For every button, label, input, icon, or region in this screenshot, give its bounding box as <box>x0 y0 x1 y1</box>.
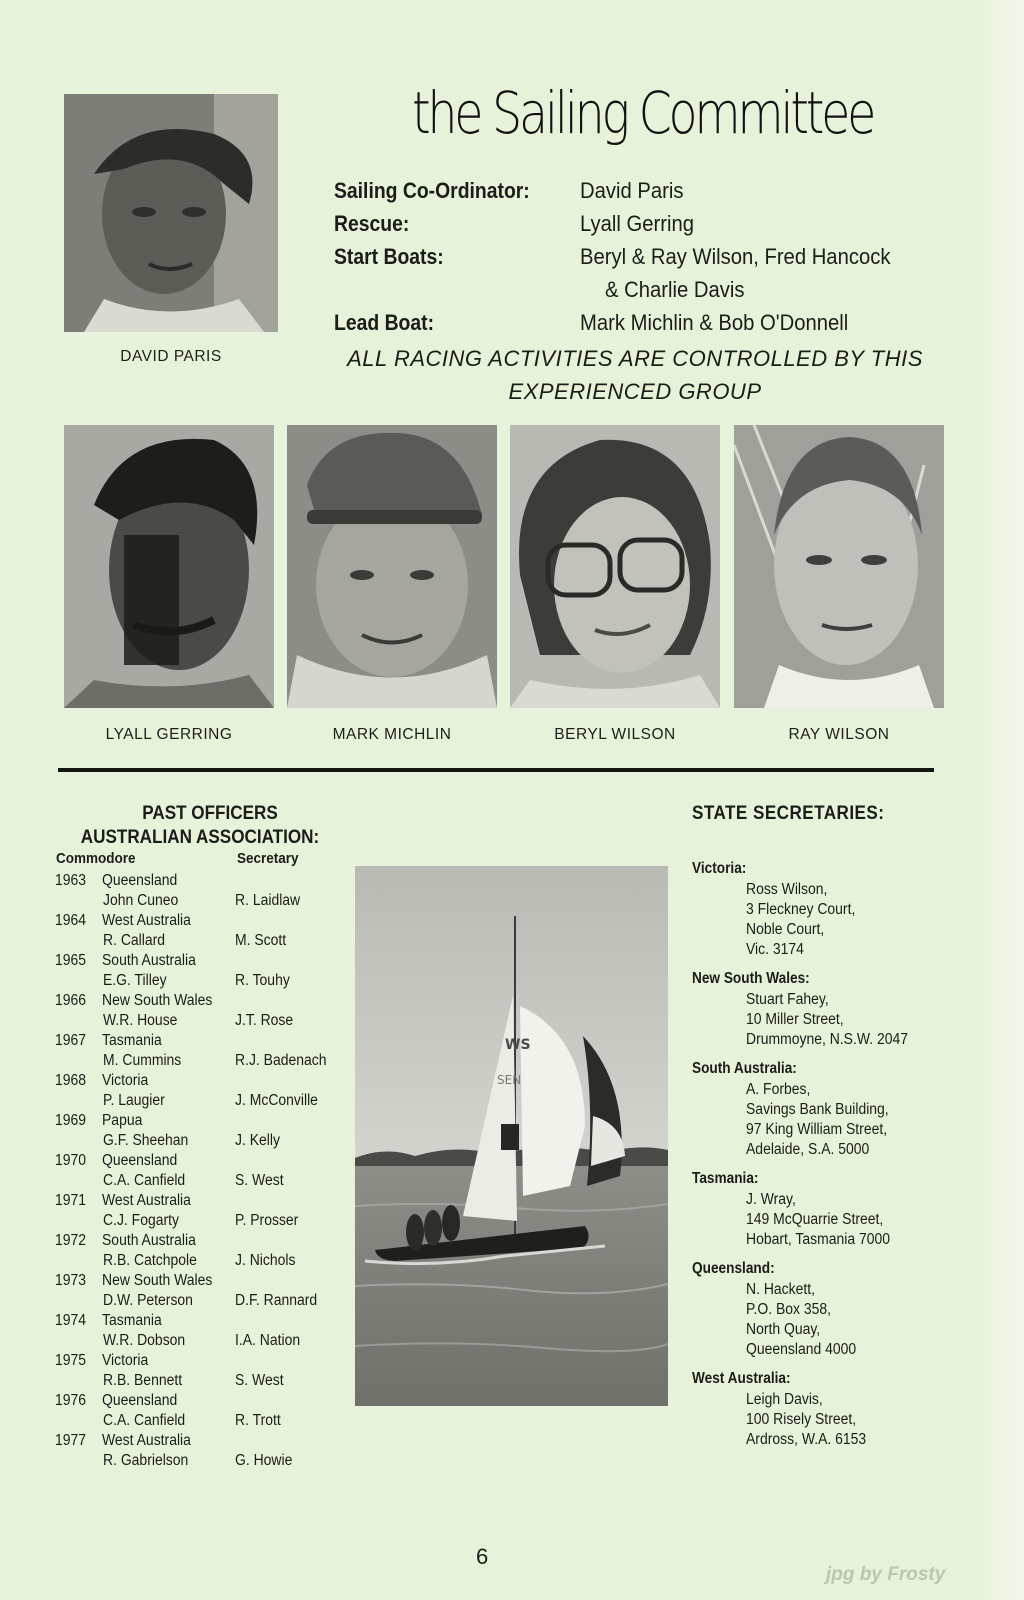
po-secretary: G. Howie <box>235 1452 293 1469</box>
po-commodore: R. Callard <box>103 932 166 949</box>
sail-marking-sen: SEN <box>497 1073 522 1087</box>
past-officers-subheading: AUSTRALIAN ASSOCIATION: <box>80 827 320 848</box>
ss-line: A. Forbes, <box>746 1081 811 1098</box>
po-commodore: M. Cummins <box>103 1052 182 1069</box>
po-year: 1963 <box>55 872 87 889</box>
ss-line: Leigh Davis, <box>746 1391 823 1408</box>
past-officer-entry <box>47 1272 347 1312</box>
po-year: 1964 <box>55 912 87 929</box>
po-secretary: S. West <box>235 1172 284 1189</box>
po-commodore: C.A. Canfield <box>103 1412 186 1429</box>
past-officer-entry <box>47 1232 347 1272</box>
po-commodore: D.W. Peterson <box>103 1292 193 1309</box>
po-commodore: W.R. House <box>103 1012 178 1029</box>
role-names: Mark Michlin & Bob O'Donnell <box>580 310 849 335</box>
po-secretary: P. Prosser <box>235 1212 299 1229</box>
ss-state: South Australia: <box>692 1060 797 1077</box>
po-commodore: R.B. Catchpole <box>103 1252 197 1269</box>
state-secretary-entry <box>692 968 972 1050</box>
ss-state: West Australia: <box>692 1370 791 1387</box>
po-year: 1974 <box>55 1312 87 1329</box>
po-state: Victoria <box>102 1072 149 1089</box>
caption-ray-wilson: RAY WILSON <box>788 726 890 743</box>
po-state: Tasmania <box>102 1032 162 1049</box>
po-commodore: W.R. Dobson <box>103 1332 186 1349</box>
po-year: 1968 <box>55 1072 87 1089</box>
ss-line: Queensland 4000 <box>746 1341 857 1358</box>
past-officer-entry <box>47 952 347 992</box>
ss-state: Queensland: <box>692 1260 775 1277</box>
po-secretary: J.T. Rose <box>235 1012 294 1029</box>
po-commodore: E.G. Tilley <box>103 972 167 989</box>
po-commodore: R.B. Bennett <box>103 1372 183 1389</box>
state-secretary-entry <box>692 858 972 960</box>
po-state: Victoria <box>102 1352 149 1369</box>
role-names: David Paris <box>580 178 684 203</box>
ss-line: Ardross, W.A. 6153 <box>746 1431 867 1448</box>
po-secretary: S. West <box>235 1372 284 1389</box>
po-state: West Australia <box>102 1432 191 1449</box>
po-secretary: R.J. Badenach <box>235 1052 327 1069</box>
po-state: West Australia <box>102 1192 191 1209</box>
ss-line: Savings Bank Building, <box>746 1101 889 1118</box>
past-officer-entry <box>47 1432 347 1472</box>
po-year: 1973 <box>55 1272 87 1289</box>
ss-line: Stuart Fahey, <box>746 991 829 1008</box>
commodore-column-header: Commodore <box>56 850 136 867</box>
role-label: Sailing Co-Ordinator: <box>334 178 530 203</box>
po-year: 1977 <box>55 1432 87 1449</box>
po-secretary: J. McConville <box>235 1092 318 1109</box>
po-year: 1969 <box>55 1112 87 1129</box>
caption-david-paris: DAVID PARIS <box>120 348 222 365</box>
sailboat-photo <box>355 866 668 1406</box>
tagline <box>330 342 940 408</box>
secretary-column-header: Secretary <box>237 850 299 867</box>
po-year: 1970 <box>55 1152 87 1169</box>
ss-line: Noble Court, <box>746 921 825 938</box>
po-secretary: J. Nichols <box>235 1252 296 1269</box>
divider-rule <box>58 768 934 772</box>
po-state: Queensland <box>102 872 178 889</box>
ss-line: 149 McQuarrie Street, <box>746 1211 884 1228</box>
past-officer-entry <box>47 912 347 952</box>
po-year: 1967 <box>55 1032 87 1049</box>
state-secretary-entry <box>692 1168 972 1250</box>
po-state: Tasmania <box>102 1312 162 1329</box>
po-year: 1965 <box>55 952 87 969</box>
past-officers-heading: PAST OFFICERS <box>142 803 278 824</box>
past-officer-entry <box>47 992 347 1032</box>
ss-line: J. Wray, <box>746 1191 796 1208</box>
po-commodore: R. Gabrielson <box>103 1452 189 1469</box>
po-year: 1976 <box>55 1392 87 1409</box>
state-secretaries-list <box>692 858 972 1458</box>
past-officer-entry <box>47 1392 347 1432</box>
ss-line: Adelaide, S.A. 5000 <box>746 1141 870 1158</box>
tagline-line: ALL RACING ACTIVITIES ARE CONTROLLED BY THIS <box>347 346 923 371</box>
lyall-gerring-photo <box>64 425 274 708</box>
po-year: 1966 <box>55 992 87 1009</box>
role-names: Lyall Gerring <box>580 211 694 236</box>
past-officer-entry <box>47 1152 347 1192</box>
ss-line: 100 Risely Street, <box>746 1411 857 1428</box>
ss-line: North Quay, <box>746 1321 821 1338</box>
david-paris-photo <box>64 94 278 332</box>
watermark: jpg by Frosty <box>826 1564 946 1585</box>
po-secretary: R. Trott <box>235 1412 281 1429</box>
po-secretary: I.A. Nation <box>235 1332 301 1349</box>
past-officer-entry <box>47 1112 347 1152</box>
po-secretary: J. Kelly <box>235 1132 280 1149</box>
state-secretary-entry <box>692 1368 972 1450</box>
ss-state: Tasmania: <box>692 1170 759 1187</box>
po-state: South Australia <box>102 952 196 969</box>
caption-beryl-wilson: BERYL WILSON <box>554 726 676 743</box>
sail-marking-ws: WS <box>505 1037 531 1053</box>
past-officer-entry <box>47 1312 347 1352</box>
ss-line: P.O. Box 358, <box>746 1301 832 1318</box>
po-state: Queensland <box>102 1152 178 1169</box>
beryl-wilson-photo <box>510 425 720 708</box>
ss-state: New South Wales: <box>692 970 810 987</box>
po-state: New South Wales <box>102 1272 213 1289</box>
past-officer-entry <box>47 1032 347 1072</box>
past-officer-entry <box>47 1072 347 1112</box>
page-title: the Sailing Committee <box>412 79 874 147</box>
state-secretaries-heading: STATE SECRETARIES: <box>692 803 885 824</box>
ss-line: Drummoyne, N.S.W. 2047 <box>746 1031 909 1048</box>
role-label: Rescue: <box>334 211 410 236</box>
po-commodore: P. Laugier <box>103 1092 165 1109</box>
caption-lyall-gerring: LYALL GERRING <box>105 726 233 743</box>
po-commodore: G.F. Sheehan <box>103 1132 189 1149</box>
po-year: 1975 <box>55 1352 87 1369</box>
page-number: 6 <box>476 1544 489 1569</box>
ss-line: 97 King William Street, <box>746 1121 888 1138</box>
po-year: 1972 <box>55 1232 87 1249</box>
po-state: Papua <box>102 1112 143 1129</box>
past-officer-entry <box>47 872 347 912</box>
po-state: New South Wales <box>102 992 213 1009</box>
po-secretary: D.F. Rannard <box>235 1292 318 1309</box>
po-commodore: John Cuneo <box>103 892 179 909</box>
role-label: Lead Boat: <box>334 310 435 335</box>
caption-mark-michlin: MARK MICHLIN <box>332 726 452 743</box>
mark-michlin-photo <box>287 425 497 708</box>
page-edge <box>974 0 1024 1600</box>
role-names: Beryl & Ray Wilson, Fred Hancock <box>580 244 891 269</box>
ss-line: 10 Miller Street, <box>746 1011 844 1028</box>
tagline-line: EXPERIENCED GROUP <box>508 379 762 404</box>
ss-line: 3 Fleckney Court, <box>746 901 856 918</box>
ss-line: Hobart, Tasmania 7000 <box>746 1231 890 1248</box>
past-officers-list <box>47 872 347 1472</box>
po-state: Queensland <box>102 1392 178 1409</box>
po-state: South Australia <box>102 1232 196 1249</box>
po-state: West Australia <box>102 912 191 929</box>
state-secretary-entry <box>692 1058 972 1160</box>
role-names: & Charlie Davis <box>605 277 745 302</box>
role-label: Start Boats: <box>334 244 444 269</box>
po-secretary: R. Laidlaw <box>235 892 301 909</box>
po-secretary: R. Touhy <box>235 972 290 989</box>
past-officer-entry <box>47 1352 347 1392</box>
past-officer-entry <box>47 1192 347 1232</box>
po-year: 1971 <box>55 1192 87 1209</box>
state-secretary-entry <box>692 1258 972 1360</box>
ss-line: Vic. 3174 <box>746 941 804 958</box>
ray-wilson-photo <box>734 425 944 708</box>
po-commodore: C.A. Canfield <box>103 1172 186 1189</box>
ss-state: Victoria: <box>692 860 747 877</box>
ss-line: N. Hackett, <box>746 1281 816 1298</box>
po-secretary: M. Scott <box>235 932 287 949</box>
po-commodore: C.J. Fogarty <box>103 1212 179 1229</box>
ss-line: Ross Wilson, <box>746 881 828 898</box>
